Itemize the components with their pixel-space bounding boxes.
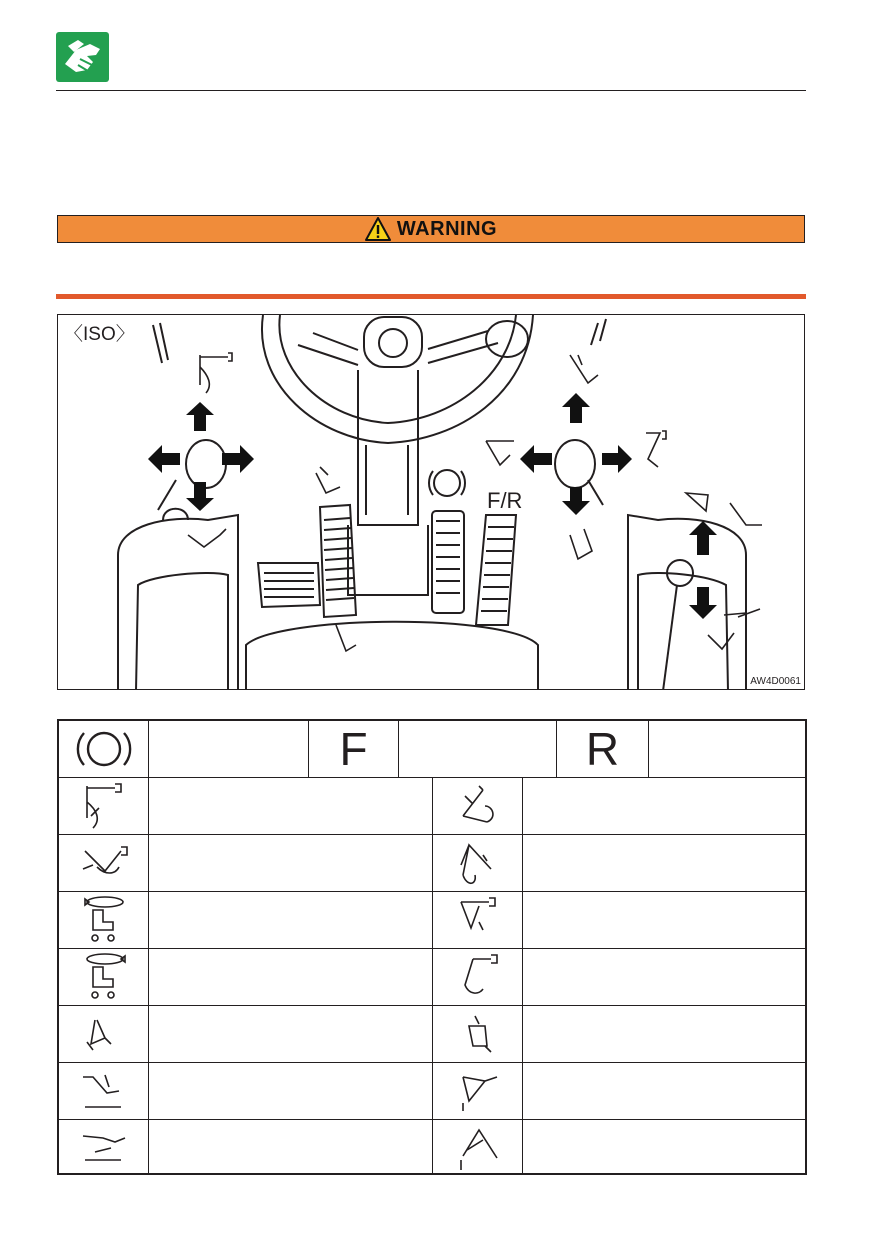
cab-controls-drawing (58, 315, 805, 690)
warning-banner (57, 215, 805, 243)
warning-label: WARNING (396, 217, 498, 240)
swing-right-icon-cell (59, 949, 149, 1006)
boom-swing-right-icon-cell (433, 1006, 523, 1063)
iso-label: 〈ISO〉 (64, 324, 135, 345)
reverse-desc-cell (649, 721, 805, 778)
swing-left-desc (149, 892, 433, 949)
swing-left-icon-cell (59, 892, 149, 949)
boom-up-desc (149, 778, 433, 835)
arm-in-icon-cell (433, 778, 523, 835)
forward-desc-cell (399, 721, 557, 778)
blade-up-icon-cell (59, 1120, 149, 1175)
boom-swing-left-icon-cell (59, 1006, 149, 1063)
boom-up-icon (59, 778, 149, 834)
blade-down-icon (59, 1063, 149, 1119)
boom-down-icon (59, 835, 149, 891)
pilot-control-icon (74, 727, 134, 771)
control-function-table (57, 719, 807, 1175)
bucket-dump-icon-cell (433, 892, 523, 949)
dozer-lower-desc (523, 1120, 805, 1175)
bucket-dump-icon (433, 892, 523, 948)
bucket-dump-desc (523, 892, 805, 949)
arm-in-desc (523, 778, 805, 835)
blade-down-icon-cell (59, 1063, 149, 1120)
fr-pedal-label: F/R (487, 488, 523, 513)
boom-up-icon-cell (59, 778, 149, 835)
arm-out-icon (433, 835, 523, 891)
forward-letter: F (309, 721, 399, 778)
swing-left-icon (59, 892, 149, 948)
dozer-raise-icon-cell (433, 1063, 523, 1120)
bucket-curl-icon (433, 949, 523, 1005)
boom-swing-right-icon (433, 1006, 523, 1062)
bucket-curl-icon-cell (433, 949, 523, 1006)
blade-down-desc (149, 1063, 433, 1120)
header-rule (56, 90, 806, 91)
reverse-letter: R (557, 721, 649, 778)
warning-triangle-icon (365, 217, 391, 241)
boom-swing-left-desc (149, 1006, 433, 1063)
swing-right-desc (149, 949, 433, 1006)
boom-down-icon-cell (59, 835, 149, 892)
boom-swing-right-desc (523, 1006, 805, 1063)
controls-illustration (57, 314, 805, 690)
dozer-lower-icon-cell (433, 1120, 523, 1175)
blade-up-desc (149, 1120, 433, 1175)
pilot-lamp-cell (59, 721, 149, 778)
figure-code: AW4D0061 (750, 676, 801, 687)
blade-up-icon (59, 1120, 149, 1174)
boom-down-desc (149, 835, 433, 892)
arm-out-icon-cell (433, 835, 523, 892)
arm-in-icon (433, 778, 523, 834)
bucket-curl-desc (523, 949, 805, 1006)
section-rule (56, 294, 806, 299)
pilot-desc-cell (149, 721, 309, 778)
operation-hand-icon (56, 32, 109, 82)
arm-out-desc (523, 835, 805, 892)
dozer-lower-icon (433, 1120, 523, 1174)
boom-swing-left-icon (59, 1006, 149, 1062)
swing-right-icon (59, 949, 149, 1005)
dozer-raise-desc (523, 1063, 805, 1120)
dozer-raise-icon (433, 1063, 523, 1119)
